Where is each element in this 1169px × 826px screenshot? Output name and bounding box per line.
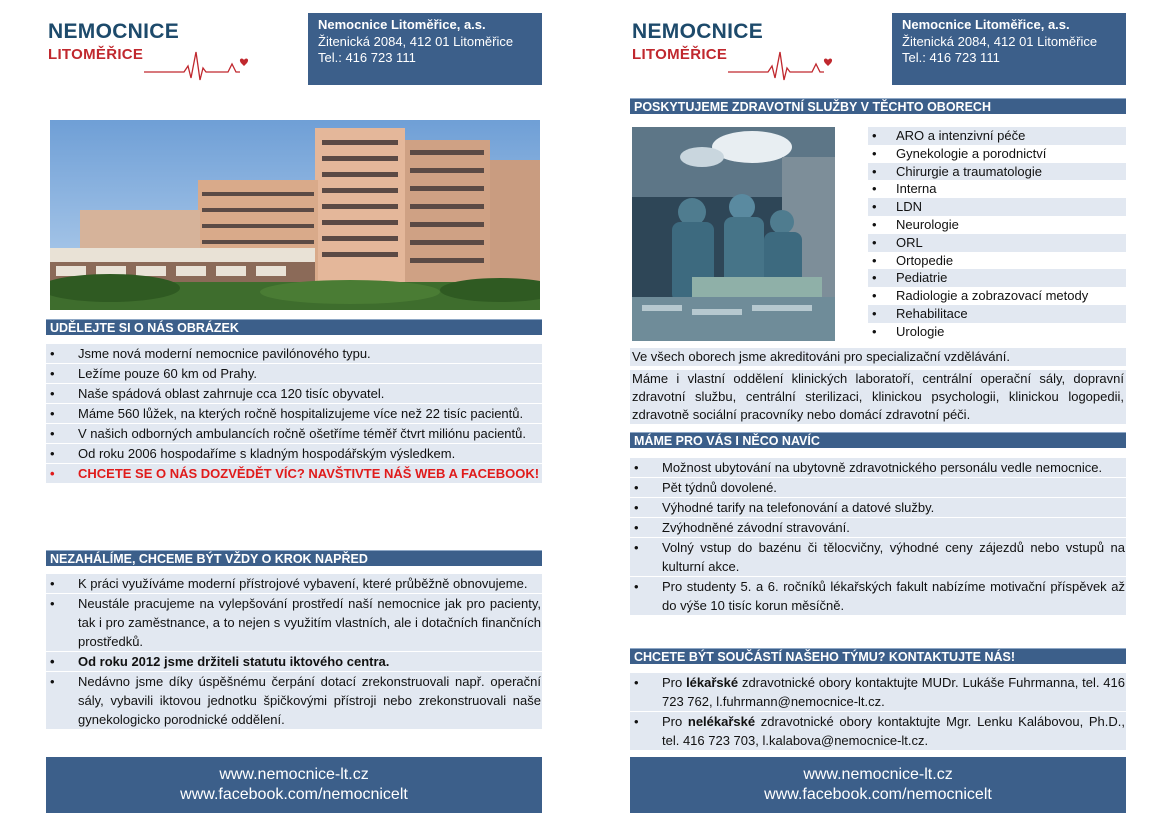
contacts-list xyxy=(630,673,1126,751)
departments-text: Máme i vlastní oddělení klinických laboratoří, centrální operační sály, dopravní zdravotní službu, centrální sterilizaci, klinickou psychologii, klinickou logopedii, zdravotně sociální pracovníky nebo domácí zdravotní péči. xyxy=(632,371,1124,422)
accreditation-text: Ve všech oborech jsme akreditováni pro specializační vzdělávání. xyxy=(630,348,1126,366)
hospital-logo xyxy=(48,18,268,88)
list-item: • Volný vstup do bazénu či tělocvičny, výhodné ceny zájezdů nebo vstupů na kulturní akce. xyxy=(630,538,1126,576)
logo-line2: LITOMĚŘICE xyxy=(632,46,728,63)
surgery-photo xyxy=(632,127,835,341)
specialty-item: • ARO a intenzivní péče xyxy=(868,127,1126,145)
hospital-name: Nemocnice Litoměřice, a.s. xyxy=(318,17,486,32)
website-link[interactable]: www.nemocnice-lt.cz xyxy=(803,766,953,783)
list-item: • Pět týdnů dovolené. xyxy=(630,478,1126,497)
list-item: • Pro studenty 5. a 6. ročníků lékařských fakult nabízíme motivační příspěvek až do výše 10 tisíc korun měsíčně. xyxy=(630,577,1126,615)
specialty-item: • ORL xyxy=(868,234,1126,252)
section-title-specialties: POSKYTUJEME ZDRAVOTNÍ SLUŽBY V TĚCHTO OBORECH xyxy=(630,98,1126,114)
list-item: • Zvýhodněné závodní stravování. xyxy=(630,518,1126,537)
specialty-item: • Pediatrie xyxy=(868,269,1126,287)
innovation-list xyxy=(46,574,542,730)
specialty-item: • LDN xyxy=(868,198,1126,216)
specialty-item: • Radiologie a zobrazovací metody xyxy=(868,287,1126,305)
footer-links xyxy=(630,757,1126,813)
call-to-action-item: • CHCETE SE O NÁS DOZVĚDĚT VÍC? NAVŠTIVTE NÁŠ WEB A FACEBOOK! xyxy=(46,464,542,483)
hospital-phone: Tel.: 416 723 111 xyxy=(318,50,416,65)
contact-box xyxy=(892,13,1126,85)
heartbeat-icon xyxy=(728,48,838,84)
contact-text: zdravotnické obory kontaktujte MUDr. Lukáše Fuhrmanna, tel. 416 723 762, l.fuhrmann@nemocnice-lt.cz. xyxy=(662,675,1125,709)
list-item: • Neustále pracujeme na vylepšování prostředí naší nemocnice jak pro pacienty, tak i pro zaměstnance, a to nejen s využitím vlastních, ale i dotačních finančních prostředků. xyxy=(46,594,542,651)
list-item: • V našich odborných ambulancích ročně ošetříme téměř čtvrt miliónu pacientů. xyxy=(46,424,542,443)
hospital-name: Nemocnice Litoměřice, a.s. xyxy=(902,17,1070,32)
section-title-benefits: MÁME PRO VÁS I NĚCO NAVÍC xyxy=(630,432,1126,448)
heartbeat-icon xyxy=(144,48,254,84)
logo-line1: NEMOCNICE xyxy=(632,20,764,43)
facebook-link[interactable]: www.facebook.com/nemocnicelt xyxy=(764,786,992,803)
benefits-list xyxy=(630,458,1126,616)
facebook-link[interactable]: www.facebook.com/nemocnicelt xyxy=(180,786,408,803)
specialty-item: • Interna xyxy=(868,180,1126,198)
list-item: • Ležíme pouze 60 km od Prahy. xyxy=(46,364,542,383)
list-item: • Od roku 2006 hospodaříme s kladným hospodářským výsledkem. xyxy=(46,444,542,463)
facts-list xyxy=(46,344,542,484)
contact-emphasis: lékařské xyxy=(686,675,739,690)
website-link[interactable]: www.nemocnice-lt.cz xyxy=(219,766,369,783)
section-title-picture: UDĚLEJTE SI O NÁS OBRÁZEK xyxy=(46,319,542,335)
specialty-item: • Urologie xyxy=(868,323,1126,341)
contact-doctors xyxy=(630,673,1126,711)
hospital-address: Žitenická 2084, 412 01 Litoměřice xyxy=(318,33,514,49)
right-page xyxy=(630,0,1126,826)
list-item: • Jsme nová moderní nemocnice pavilónového typu. xyxy=(46,344,542,363)
contact-text: Pro xyxy=(662,714,688,729)
section-title-contact: CHCETE BÝT SOUČÁSTÍ NAŠEHO TÝMU? KONTAKTUJTE NÁS! xyxy=(630,648,1126,664)
list-item: • Výhodné tarify na telefonování a datové služby. xyxy=(630,498,1126,517)
specialty-item: • Ortopedie xyxy=(868,252,1126,270)
specialty-item: • Neurologie xyxy=(868,216,1126,234)
contact-emphasis: nelékařské xyxy=(687,714,756,729)
contact-text: zdravotnické obory kontaktujte Mgr. Lenku Kalábovou, Ph.D., tel. 416 723 703, l.kalabova@nemocnice-lt.cz. xyxy=(662,714,1125,748)
hospital-phone: Tel.: 416 723 111 xyxy=(902,50,1000,65)
hospital-address: Žitenická 2084, 412 01 Litoměřice xyxy=(902,33,1098,49)
hospital-logo xyxy=(632,18,852,88)
hospital-building-photo xyxy=(50,120,540,310)
specialties-list xyxy=(868,127,1126,341)
list-item: • Možnost ubytování na ubytovně zdravotnického personálu vedle nemocnice. xyxy=(630,458,1126,477)
list-item: • K práci využíváme moderní přístrojové vybavení, které průběžně obnovujeme. xyxy=(46,574,542,593)
contact-box xyxy=(308,13,542,85)
logo-line1: NEMOCNICE xyxy=(48,20,180,43)
specialty-item: • Gynekologie a porodnictví xyxy=(868,145,1126,163)
section-title-innovation: NEZAHÁLÍME, CHCEME BÝT VŽDY O KROK NAPŘED xyxy=(46,550,542,566)
left-page xyxy=(46,0,542,826)
specialty-item: • Chirurgie a traumatologie xyxy=(868,163,1126,181)
footer-links xyxy=(46,757,542,813)
list-item: • Od roku 2012 jsme držiteli statutu iktového centra. xyxy=(46,652,542,671)
contact-text: Pro xyxy=(662,675,687,690)
list-item: • Naše spádová oblast zahrnuje cca 120 tisíc obyvatel. xyxy=(46,384,542,403)
contact-nondoctors xyxy=(630,712,1126,750)
list-item: • Nedávno jsme díky úspěšnému čerpání dotací zrekonstruovali např. operační sály, vybavili iktovou jednotku špičkovými přístroji nebo zrekonstruovali naše gynekologicko porodnické oddělení. xyxy=(46,672,542,729)
logo-line2: LITOMĚŘICE xyxy=(48,46,144,63)
specialty-item: • Rehabilitace xyxy=(868,305,1126,323)
list-item: • Máme 560 lůžek, na kterých ročně hospitalizujeme více než 22 tisíc pacientů. xyxy=(46,404,542,423)
